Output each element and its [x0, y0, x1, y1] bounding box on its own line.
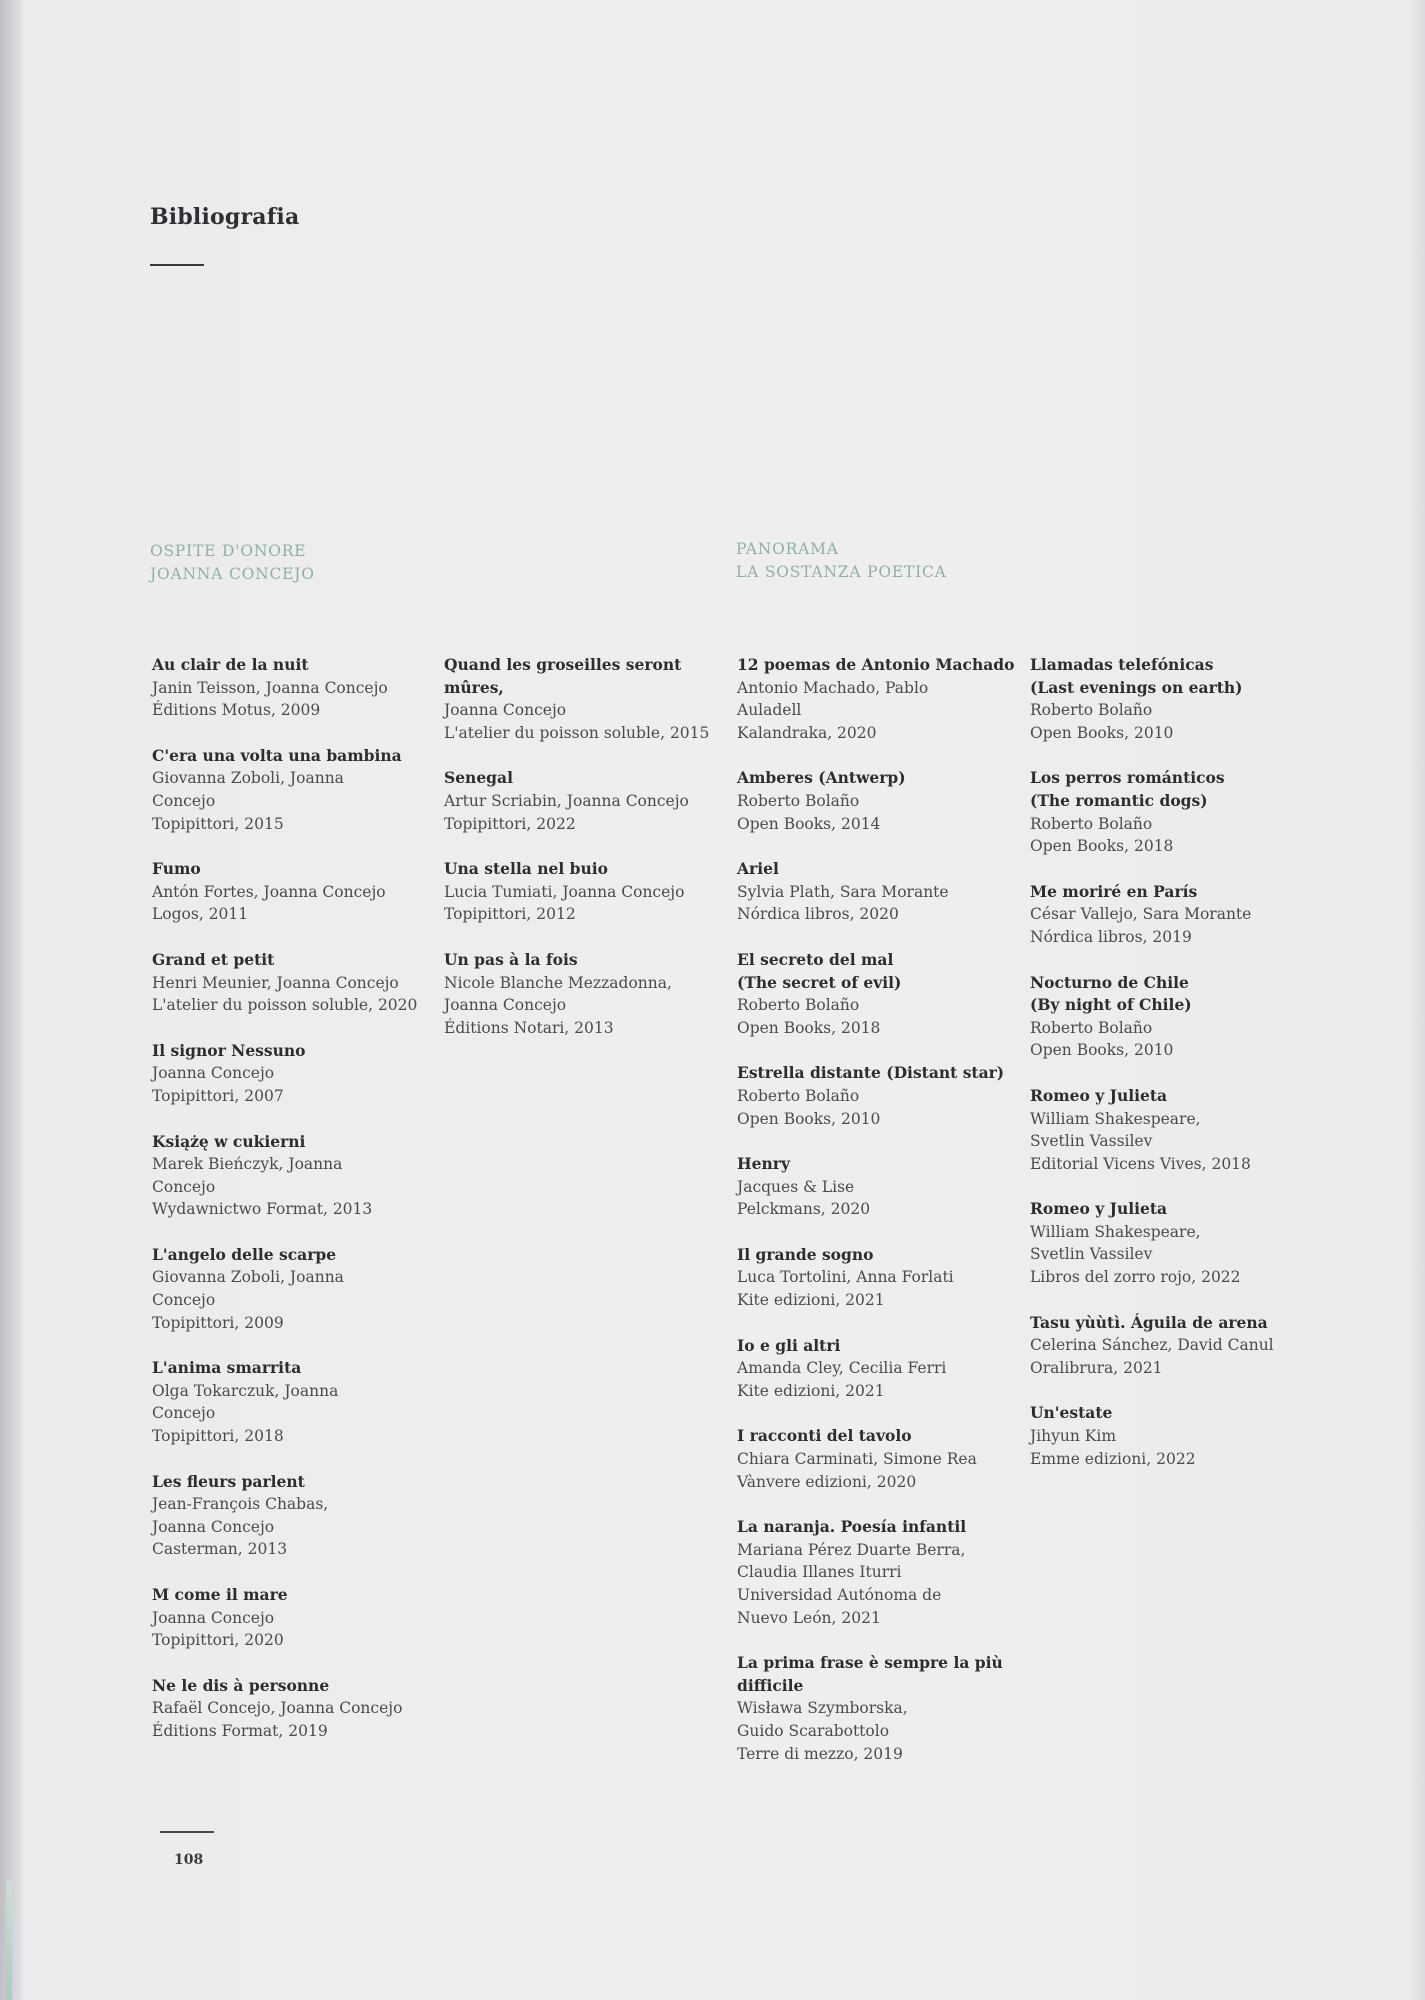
entry-title: La prima frase è sempre la più	[737, 1653, 1003, 1673]
entry-detail: Pelckmans, 2020	[737, 1200, 871, 1219]
bibliography-entry	[444, 654, 729, 744]
entry-detail: Guido Scarabottolo	[737, 1721, 890, 1740]
bibliography-entry	[152, 1040, 437, 1108]
entry-detail: Roberto Bolaño	[1030, 1018, 1153, 1037]
entry-detail: Vànvere edizioni, 2020	[737, 1472, 917, 1491]
bibliography-entry	[152, 1675, 437, 1743]
entry-detail: L'atelier du poisson soluble, 2015	[444, 723, 710, 742]
page-edge-accent	[6, 1880, 12, 2000]
entry-title: (The secret of evil)	[737, 972, 902, 992]
entry-detail: William Shakespeare,	[1030, 1109, 1201, 1128]
entry-detail: Auladell	[737, 701, 802, 720]
bibliography-column-1	[152, 654, 437, 1766]
entry-detail: Janin Teisson, Joanna Concejo	[152, 678, 388, 697]
bibliography-entry	[737, 1153, 1022, 1221]
entry-detail: Éditions Notari, 2013	[444, 1018, 614, 1037]
entry-detail: Topipittori, 2012	[444, 905, 576, 924]
entry-title: Quand les groseilles seront	[444, 655, 682, 674]
footer-rule	[160, 1831, 214, 1833]
bibliography-column-4	[1030, 654, 1315, 1493]
bibliography-entry	[152, 1471, 437, 1561]
entry-detail: Roberto Bolaño	[737, 791, 860, 810]
bibliography-entry	[152, 858, 437, 926]
entry-detail: César Vallejo, Sara Morante	[1030, 905, 1252, 924]
entry-detail: Libros del zorro rojo, 2022	[1030, 1268, 1241, 1287]
entry-detail: Rafaël Concejo, Joanna Concejo	[152, 1699, 403, 1718]
entry-detail: William Shakespeare,	[1030, 1222, 1201, 1241]
entry-detail: Open Books, 2014	[737, 814, 881, 833]
entry-detail: Kite edizioni, 2021	[737, 1381, 885, 1400]
entry-title: (Last evenings on earth)	[1030, 677, 1243, 697]
entry-detail: Luca Tortolini, Anna Forlati	[737, 1268, 954, 1287]
entry-title: (The romantic dogs)	[1030, 790, 1208, 810]
entry-title: Ariel	[737, 859, 779, 879]
entry-title: La naranja. Poesía infantil	[737, 1517, 967, 1537]
entry-title: Henry	[737, 1154, 790, 1174]
entry-detail: Open Books, 2018	[737, 1018, 881, 1037]
entry-title: Un pas à la fois	[444, 949, 578, 969]
bibliography-entry	[1030, 1402, 1315, 1470]
entry-title: Les fleurs parlent	[152, 1471, 305, 1491]
bibliography-entry	[152, 654, 437, 722]
entry-detail: Nuevo León, 2021	[737, 1608, 881, 1627]
entry-detail: Roberto Bolaño	[1030, 701, 1153, 720]
bibliography-entry	[1030, 767, 1315, 857]
bibliography-column-3	[737, 654, 1022, 1788]
bibliography-entry	[737, 1516, 1022, 1629]
entry-title: Senegal	[444, 768, 513, 788]
entry-detail: Kite edizioni, 2021	[737, 1291, 885, 1310]
bibliography-entry	[737, 1425, 1022, 1493]
entry-detail: Universidad Autónoma de	[737, 1586, 942, 1604]
bibliography-entry	[737, 767, 1022, 835]
bibliography-entry	[152, 745, 437, 835]
entry-title: Romeo y Julieta	[1030, 1085, 1168, 1105]
title-rule	[150, 264, 204, 266]
entry-detail: Celerina Sánchez, David Canul	[1030, 1336, 1274, 1355]
entry-detail: Antón Fortes, Joanna Concejo	[152, 882, 386, 901]
entry-detail: Artur Scriabin, Joanna Concejo	[444, 791, 689, 810]
bibliography-entry	[152, 949, 437, 1017]
entry-title: Fumo	[152, 859, 201, 879]
entry-title: Amberes (Antwerp)	[737, 768, 906, 788]
entry-detail: Jihyun Kim	[1030, 1427, 1117, 1446]
entry-detail: Terre di mezzo, 2019	[737, 1744, 903, 1763]
entry-detail: Wydawnictwo Format, 2013	[152, 1200, 373, 1219]
entry-detail: Emme edizioni, 2022	[1030, 1449, 1196, 1468]
entry-detail: Joanna Concejo	[152, 1064, 275, 1083]
bibliography-entry	[737, 1652, 1022, 1765]
bibliography-entry	[1030, 881, 1315, 949]
entry-title: M come il mare	[152, 1585, 288, 1604]
section-heading-ospite	[150, 540, 315, 586]
bibliography-entry	[737, 949, 1022, 1039]
entry-title: Estrella distante (Distant star)	[737, 1063, 1005, 1083]
entry-title: Un'estate	[1030, 1403, 1113, 1423]
entry-detail: Kalandraka, 2020	[737, 723, 877, 742]
section-heading-panorama	[736, 538, 947, 584]
entry-detail: Joanna Concejo	[444, 701, 567, 720]
section-heading-line: OSPITE D'ONORE	[150, 542, 307, 560]
section-heading-line: PANORAMA	[736, 540, 839, 558]
entry-title: Il grande sogno	[737, 1244, 874, 1264]
entry-detail: Claudia Illanes Iturri	[737, 1563, 902, 1582]
entry-title: Romeo y Julieta	[1030, 1199, 1168, 1219]
entry-title: Książę w cukierni	[152, 1131, 306, 1151]
bibliography-entry	[152, 1131, 437, 1221]
entry-title: L'angelo delle scarpe	[152, 1244, 337, 1264]
bibliography-entry	[152, 1244, 437, 1334]
entry-detail: Topipittori, 2009	[152, 1313, 284, 1332]
entry-title: C'era una volta una bambina	[152, 745, 402, 765]
entry-detail: Topipittori, 2020	[152, 1631, 284, 1650]
entry-detail: Joanna Concejo	[444, 996, 567, 1015]
entry-title: Una stella nel buio	[444, 859, 608, 879]
entry-detail: Jacques & Lise	[737, 1177, 855, 1196]
entry-detail: Olga Tokarczuk, Joanna	[152, 1381, 339, 1400]
entry-detail: Topipittori, 2022	[444, 814, 576, 833]
entry-detail: Giovanna Zoboli, Joanna	[152, 769, 344, 788]
bibliography-column-2	[444, 654, 729, 1062]
entry-detail: Oralibrura, 2021	[1030, 1358, 1163, 1377]
section-heading-line: LA SOSTANZA POETICA	[736, 563, 947, 581]
entry-title: Me moriré en París	[1030, 881, 1198, 901]
bibliography-entry	[737, 858, 1022, 926]
entry-title: (By night of Chile)	[1030, 995, 1192, 1015]
bibliography-entry	[737, 654, 1022, 744]
bibliography-entry	[444, 949, 729, 1039]
entry-title: L'anima smarrita	[152, 1358, 302, 1378]
entry-title: Io e gli altri	[737, 1335, 841, 1355]
bibliography-entry	[737, 1244, 1022, 1312]
entry-detail: Editorial Vicens Vives, 2018	[1030, 1154, 1251, 1173]
entry-title: 12 poemas de Antonio Machado	[737, 655, 1015, 674]
entry-detail: Lucia Tumiati, Joanna Concejo	[444, 882, 685, 901]
entry-title: Llamadas telefónicas	[1030, 655, 1214, 674]
bibliography-entry	[1030, 654, 1315, 744]
entry-title: Tasu yùùtì. Águila de arena	[1030, 1312, 1268, 1332]
entry-title: El secreto del mal	[737, 949, 894, 969]
entry-detail: Joanna Concejo	[152, 1608, 275, 1627]
bibliography-entry	[152, 1357, 437, 1447]
entry-detail: Open Books, 2010	[1030, 1041, 1174, 1060]
page-number: 108	[174, 1852, 204, 1868]
bibliography-entry	[1030, 1312, 1315, 1380]
bibliography-entry	[1030, 1198, 1315, 1288]
entry-detail: Open Books, 2018	[1030, 837, 1174, 856]
bibliography-entry	[444, 858, 729, 926]
page-binding-edge	[0, 0, 22, 2000]
page-right-edge	[1411, 0, 1425, 2000]
bibliography-entry	[1030, 1085, 1315, 1175]
bibliography-entry	[1030, 972, 1315, 1062]
entry-detail: Topipittori, 2015	[152, 814, 284, 833]
entry-detail: Open Books, 2010	[1030, 723, 1174, 742]
entry-detail: Chiara Carminati, Simone Rea	[737, 1450, 977, 1469]
entry-detail: Nórdica libros, 2019	[1030, 927, 1192, 946]
entry-detail: Henri Meunier, Joanna Concejo	[152, 973, 399, 992]
entry-detail: Mariana Pérez Duarte Berra,	[737, 1540, 966, 1559]
page-title: Bibliografia	[150, 204, 300, 230]
bibliography-entry	[152, 1584, 437, 1652]
bibliography-entry	[737, 1335, 1022, 1403]
entry-title: Au clair de la nuit	[152, 655, 309, 674]
entry-detail: Éditions Format, 2019	[152, 1721, 328, 1740]
entry-detail: Nórdica libros, 2020	[737, 905, 899, 924]
entry-detail: Wisława Szymborska,	[737, 1699, 908, 1718]
entry-detail: Svetlin Vassilev	[1030, 1245, 1153, 1264]
entry-title: Los perros románticos	[1030, 768, 1225, 788]
entry-detail: Marek Bieńczyk, Joanna	[152, 1155, 343, 1174]
entry-detail: Casterman, 2013	[152, 1540, 288, 1559]
entry-detail: Concejo	[152, 1404, 216, 1423]
entry-title: mûres,	[444, 677, 504, 697]
entry-detail: Sylvia Plath, Sara Morante	[737, 882, 949, 901]
entry-title: difficile	[737, 1675, 804, 1695]
entry-detail: Amanda Cley, Cecilia Ferri	[737, 1359, 947, 1378]
entry-detail: Joanna Concejo	[152, 1517, 275, 1536]
entry-detail: Giovanna Zoboli, Joanna	[152, 1268, 344, 1287]
entry-title: Grand et petit	[152, 949, 275, 969]
entry-detail: Antonio Machado, Pablo	[737, 678, 929, 697]
bibliography-entry	[444, 767, 729, 835]
entry-title: Il signor Nessuno	[152, 1040, 306, 1060]
entry-detail: Nicole Blanche Mezzadonna,	[444, 973, 672, 992]
entry-detail: Éditions Motus, 2009	[152, 701, 321, 720]
entry-detail: Svetlin Vassilev	[1030, 1132, 1153, 1151]
entry-detail: Concejo	[152, 791, 216, 810]
entry-detail: Roberto Bolaño	[737, 996, 860, 1015]
entry-detail: Roberto Bolaño	[1030, 814, 1153, 833]
section-heading-line: JOANNA CONCEJO	[150, 565, 315, 583]
entry-detail: L'atelier du poisson soluble, 2020	[152, 996, 418, 1015]
entry-detail: Topipittori, 2007	[152, 1086, 284, 1105]
entry-title: Nocturno de Chile	[1030, 972, 1189, 992]
entry-detail: Roberto Bolaño	[737, 1086, 860, 1105]
entry-detail: Open Books, 2010	[737, 1109, 881, 1128]
entry-title: Ne le dis à personne	[152, 1675, 330, 1695]
entry-detail: Concejo	[152, 1291, 216, 1310]
entry-detail: Logos, 2011	[152, 905, 249, 924]
bibliography-entry	[737, 1062, 1022, 1130]
entry-title: I racconti del tavolo	[737, 1426, 912, 1446]
entry-detail: Topipittori, 2018	[152, 1427, 284, 1446]
entry-detail: Concejo	[152, 1177, 216, 1196]
entry-detail: Jean-François Chabas,	[152, 1495, 329, 1514]
